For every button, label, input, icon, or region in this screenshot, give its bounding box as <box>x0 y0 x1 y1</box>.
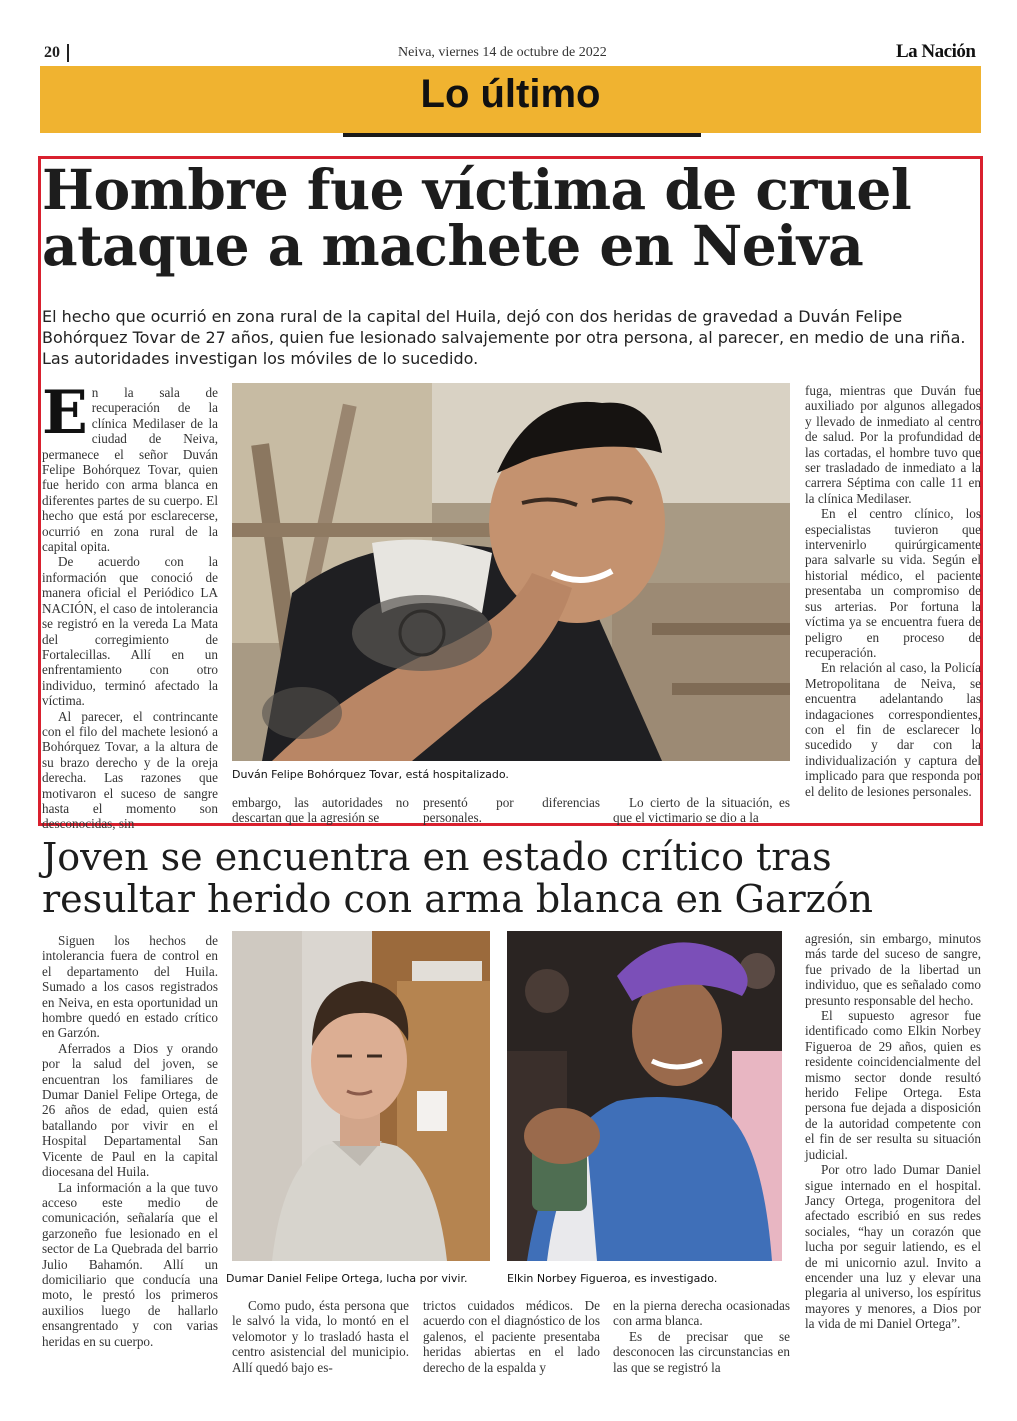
story2-col1-p3: La información a la que tuvo acceso este medio de comunicación, señalaría que el garzoneño fue lesionado en el sector de La Quebrada del barrio Julio Bahamón. Allí un domiciliario que conducía una moto, le prestó los primeros auxilios luego de hallarlo ensangrentado y con varias heridas en su cuerpo. <box>42 1179 218 1349</box>
story1-headline: Hombre fue víctima de cruel ataque a machete en Neiva <box>42 157 912 279</box>
story1-col2-text: embargo, las autoridades no descartan que la agresión se <box>232 795 409 826</box>
story2-column-1 <box>42 933 218 1349</box>
story2-photo-right <box>507 931 782 1261</box>
portrait-photo-image <box>232 383 790 761</box>
section-banner <box>40 66 981 133</box>
story1-photo <box>232 383 790 761</box>
story2-column-2 <box>232 1298 409 1375</box>
story1-column-2 <box>232 795 409 826</box>
story2-column-3 <box>423 1298 600 1375</box>
story1-column-1 <box>42 378 218 832</box>
story1-col1-p3: Al parecer, el contrincante con el filo del machete lesionó a Bohórquez Tovar, a la altura de su brazo derecho y de la oreja derecha. Las razones que motivaron el suceso de sangre hasta el momento son desconocidas, sin <box>42 708 218 832</box>
story1-col1-p2: De acuerdo con la información que conoció de manera oficial el Periódico LA NACIÓN, el caso de intolerancia se registró en la vereda La Mata del corregimiento de Fortalecillas. Allí en un enfrentamiento con otro individuo, terminó afectado la víctima. <box>42 554 218 709</box>
story2-column-4 <box>613 1298 790 1375</box>
newspaper-logo: La Nación <box>896 41 976 62</box>
story2-col4-p2: Es de precisar que se desconocen las circunstancias en las que se registró la <box>613 1328 790 1375</box>
section-rule <box>343 133 701 137</box>
story1-col5-p2: En el centro clínico, los especialistas tuvieron que intervenirlo quirúrgicamente para salvarle su vida. Según el historial médico, el paciente presentaba un compromiso de sus arterias. Por fortuna la víctima ya se encuentra fuera de peligro en proceso de recuperación. <box>805 506 981 660</box>
suspect-photo-image <box>507 931 782 1261</box>
story2-col5-p2: El supuesto agresor fue identificado como Elkin Norbey Figueroa de 29 años, quien es residente coincidencialmente del mismo sector donde resultó herido Felipe Ortega. Esta persona fue dejada a disposición de la autoridad competente con el fin de ser resulta su situación judicial. <box>805 1008 981 1162</box>
story1-column-5 <box>805 383 981 799</box>
story2-col5-p3: Por otro lado Dumar Daniel sigue internado en el hospital. Jancy Ortega, progenitora del afectado escribió en sus redes sociales, “hay un corazón que lucha por seguir latiendo, es el de mi unicornio azul. Invito a encender una luz y elevar una plegaria al universo, los espíritus mayores y menores, a Dios por la vida de mi Daniel Ortega”. <box>805 1162 981 1332</box>
victim-photo-image <box>232 931 490 1261</box>
story1-col3-text: presentó por diferencias personales. <box>423 795 600 826</box>
issue-date: Neiva, viernes 14 de octubre de 2022 <box>398 45 607 60</box>
story2-col3-text: trictos cuidados médicos. De acuerdo con el diagnóstico de los galenos, el paciente presentaba heridas abiertas en el lado derecho de la espalda y <box>423 1298 600 1375</box>
story2-col4-p1: en la pierna derecha ocasionadas con arma blanca. <box>613 1298 790 1329</box>
dropcap: E <box>42 378 88 448</box>
page-number: 20 <box>44 44 60 61</box>
story1-col1-p1: n la sala de recuperación de la clínica Medilaser de la ciudad de Neiva, permanece el señor Duván Felipe Bohórquez Tovar, quien fue herido con arma blanca en diferentes partes de su cuerpo. El hecho que está por esclarecerse, ocurrió en zona rural de la capital opita. <box>42 385 218 555</box>
story2-col5-p1: agresión, sin embargo, minutos más tarde del suceso de sangre, fue privado de la libertad un individuo, que es señalado como presunto responsable del hecho. <box>805 931 981 1008</box>
page-number-divider <box>67 44 69 62</box>
story2-col1-p2: Aferrados a Dios y orando por la salud del joven, se encuentran los familiares de Dumar Daniel Felipe Ortega, de 26 años de edad, quien está batallando por vivir en el Hospital Departamental San Vicente de Paul en la capital diocesana del Huila. <box>42 1040 218 1180</box>
story2-caption-right: Elkin Norbey Figueroa, es investigado. <box>507 1272 718 1285</box>
story1-photo-caption: Duván Felipe Bohórquez Tovar, está hospitalizado. <box>232 768 509 781</box>
story1-col5-p3: En relación al caso, la Policía Metropolitana de Neiva, se encuentra adelantando las indagaciones correspondientes, con el fin de esclarecer lo sucedido y dar con la individualización y captura del implicado para que responda por el delito de lesiones personales. <box>805 660 981 799</box>
story1-deck: El hecho que ocurrió en zona rural de la capital del Huila, dejó con dos heridas de gravedad a Duván Felipe Bohórquez Tovar de 27 años, quien fue lesionado salvajemente por otra persona, al parecer, en medio de una riña. Las autoridades investigan los móviles de lo sucedido. <box>42 307 966 368</box>
story2-col2-text: Como pudo, ésta persona que le salvó la vida, lo montó en el velomotor y lo trasladó hasta el centro asistencial del municipio. Allí quedó bajo es- <box>232 1298 409 1375</box>
story2-caption-left: Dumar Daniel Felipe Ortega, lucha por vivir. <box>226 1272 468 1285</box>
story1-col4-text: Lo cierto de la situación, es que el victimario se dio a la <box>613 795 790 826</box>
story2-col1-p1: Siguen los hechos de intolerancia fuera de control en el departamento del Huila. Sumado a los casos registrados en Neiva, en esta oportunidad un hombre quedó en estado crítico en Garzón. <box>42 933 218 1041</box>
story1-column-4 <box>613 795 790 826</box>
story1-col5-p1: fuga, mientras que Duván fue auxiliado por algunos allegados y llevado de inmediato al centro de salud. Por la profundidad de las cortadas, el hombre tuvo que ser trasladado de inmediato a la carrera Séptima con calle 11 en la clínica Medilaser. <box>805 383 981 506</box>
story2-photo-left <box>232 931 490 1261</box>
story2-column-5 <box>805 931 981 1332</box>
section-title: Lo último <box>420 72 601 116</box>
story1-column-3 <box>423 795 600 826</box>
story2-headline: Joven se encuentra en estado crítico tras resultar herido con arma blanca en Garzón <box>42 835 874 921</box>
